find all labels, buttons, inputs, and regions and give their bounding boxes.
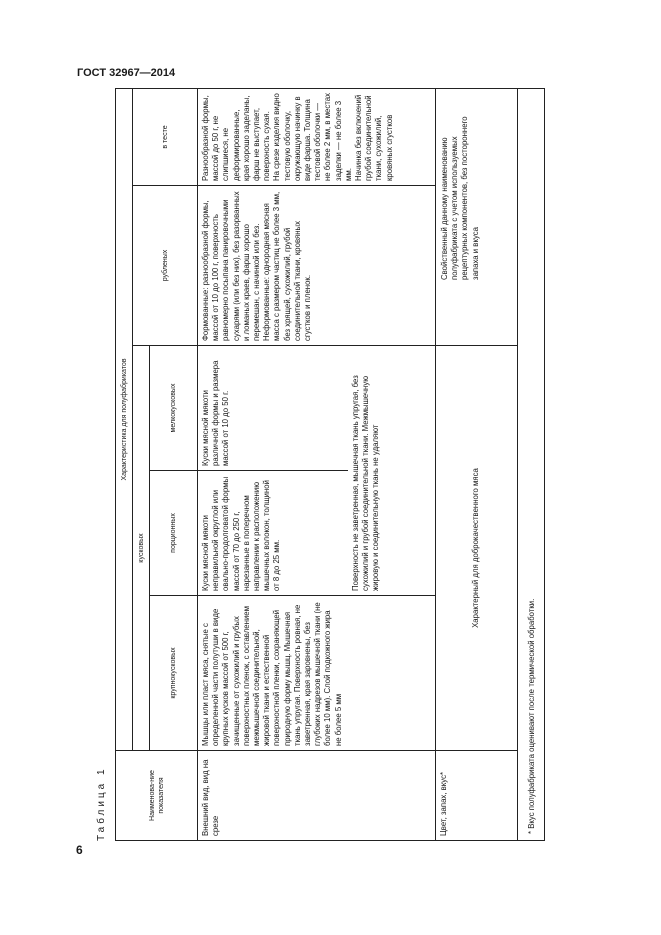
v-teste-filling-text: Начинка без включений грубой соединительной ткани, сухожилий, кровяных сгустков (354, 94, 394, 181)
header-krupnokuskovye: крупнокусковых (150, 595, 198, 750)
row2-kuskovye: Характерный для доброкачественного мяса (436, 345, 518, 750)
table-caption: Таблица 1 (96, 766, 107, 841)
rublenye-unformed-text: Неформованные: однородная мясная масса с размером частиц не более 3 мм, без хрящей, сухожилий, грубой соединительной ткани, кровяных сгустков и пленок. (262, 191, 313, 341)
table-1 (115, 88, 545, 841)
row2-indicator-name: Цвет, запах, вкус* (436, 750, 518, 840)
v-teste-shape-text: Разнообразной формы, массой до 50 г, не слипшиеся, не деформированные, края хорошо заделаны, фарш не выступает, поверхность сухая. (201, 95, 272, 181)
row1-indicator-name: Внешний вид, вид на срезе (198, 750, 436, 840)
row1-v-teste (198, 89, 436, 185)
header-rublenye: рубленых (133, 185, 198, 345)
row2-rublenye-v-teste: Свойственный данному наименованию полуфабриката с учетом используемых рецептурных компонентов, без постороннего запаха и вкуса (436, 89, 518, 345)
row1-krupnokuskovye: Мышцы или пласт мяса, снятые с определенной части полутуши в виде крупных кусков массой от 500 г, зачищенные от сухожилий и грубых поверхностных пленок, с оставлением межмышечной соединительной, жировой ткани и естественной поверхностной пленки, сохраняющей природную форму мышц. Мышечная ткань упругая. Поверхность ровная, не заветренная, края заровнены, без глубоких надрезов мышечной ткани (не более 10 мм). Слой подкожного жира не более 5 мм (198, 595, 436, 750)
header-characteristic: Характеристика для полуфабрикатов (116, 89, 133, 750)
header-indicator: Наименова-ние показателя (116, 750, 198, 840)
rublenye-formed-text: Формованные: разнообразной формы, массой от 10 до 100 г, поверхность равномерно посыпана панировочными сухарями (или без них), без разорванных и ломаных краев, фарш хорошо перемешан, с начинкой или без. (201, 191, 262, 341)
page-number: 6 (76, 843, 83, 857)
rotated-table-page (90, 90, 544, 841)
row1-rublenye (198, 185, 436, 345)
row1-melkokuskovye: Куски мясной мякоти различной формы и размера массой от 10 до 50 г. (198, 345, 348, 470)
header-portsionnye: порционных (150, 470, 198, 595)
row1-portsionnye: Куски мясной мякоти неправильной округлой или овально-продолговатой формы массой от 70 до 250 г, нарезанные в поперечном направлении к расположению мышечных волокон, толщиной от 8 до 25 мм. (198, 470, 348, 595)
footnote: * Вкус полуфабриката оценивают после термической обработки. (527, 598, 536, 834)
header-v-teste: в тесте (133, 89, 198, 185)
document-header: ГОСТ 32967—2014 (77, 67, 176, 79)
v-teste-cut-text: На срезе изделия видно тестовую оболочку, окружающую начинку в виде фарша. Толщина тестовой оболочки — не более 2 мм, в местах заделки — не более 3 мм. (272, 92, 353, 181)
row1-kuskovye-shared-note: Поверхность не заветренная, мышечная ткань упругая, без сухожилий и грубой соединительной ткани. Межмышечную жировую и соединительную ткань не удаляют (348, 345, 436, 595)
header-kuskovye: кусковых (133, 345, 150, 750)
header-melkokuskovye: мелкокусковых (150, 345, 198, 470)
